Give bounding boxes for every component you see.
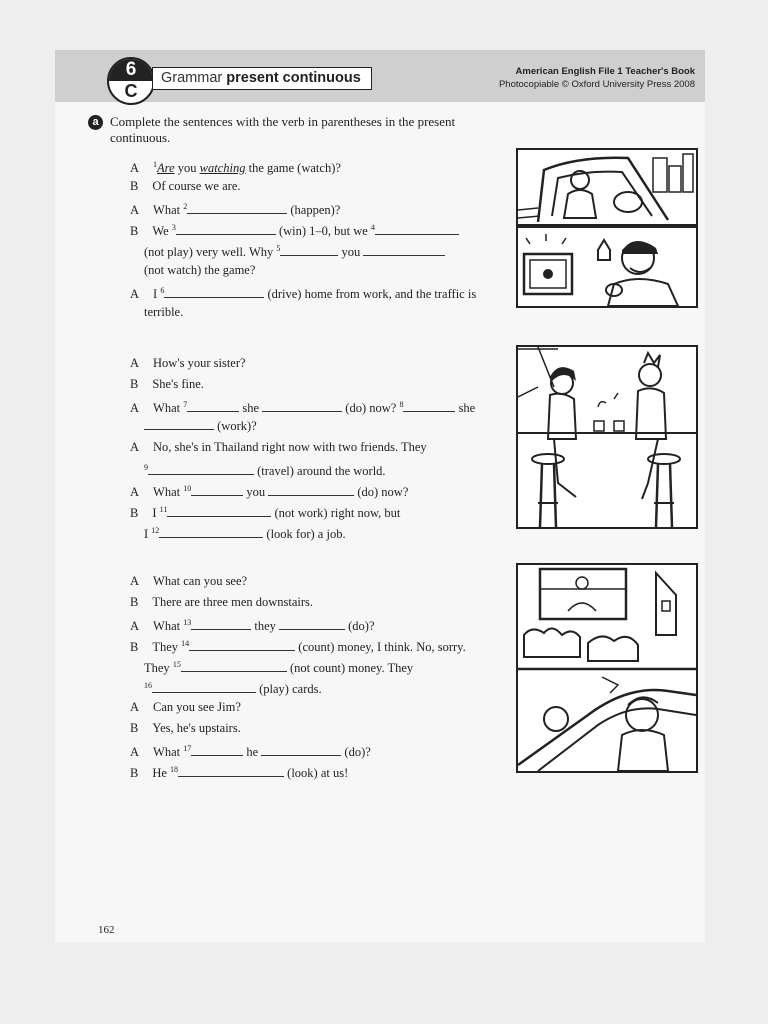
answer-blank[interactable] [268, 484, 354, 496]
line-text: she [455, 401, 476, 415]
item-number: 9 [144, 463, 148, 472]
line-text: (not work) right now, but [271, 506, 401, 520]
example-answer: Are [157, 161, 175, 175]
line-text: Can you see Jim? [153, 700, 241, 714]
line-text: you [174, 161, 200, 175]
speaker-label: B [130, 640, 139, 654]
answer-blank[interactable] [375, 223, 459, 235]
speaker-label: B [130, 721, 139, 735]
people-talking-cafe-illustration [516, 345, 698, 529]
item-number: 12 [151, 526, 160, 535]
dialogue-line [130, 418, 530, 434]
item-number: 5 [276, 244, 281, 253]
item-number: 16 [144, 681, 152, 690]
answer-blank[interactable] [280, 244, 338, 256]
answer-blank[interactable] [152, 681, 256, 693]
answer-blank[interactable] [144, 418, 214, 430]
speaker-label: A [130, 287, 140, 301]
answer-blank[interactable] [176, 223, 276, 235]
example-answer: watching [199, 161, 246, 175]
line-text: What [153, 619, 184, 633]
speaker-label: A [130, 619, 140, 633]
answer-blank[interactable] [261, 744, 341, 756]
line-text: What can you see? [153, 574, 248, 588]
page-number: 162 [98, 924, 115, 936]
dialogue-line [130, 178, 530, 194]
item-number: 11 [159, 505, 168, 514]
answer-blank[interactable] [191, 744, 243, 756]
line-text: (happen)? [287, 203, 341, 217]
line-text: (not play) very well. Why [144, 245, 277, 259]
speaker-label: A [130, 574, 140, 588]
line-text: They [144, 661, 173, 675]
dialogue-line [130, 439, 530, 455]
dialogue-line [130, 699, 530, 715]
dialogue-line [130, 397, 530, 416]
line-text: (not count) money. They [286, 661, 414, 675]
dialogue-line [130, 720, 530, 736]
line-text: (work)? [214, 419, 257, 433]
dialogue-line [130, 523, 530, 542]
title-category: Grammar [161, 70, 223, 86]
dialogue-line [130, 283, 530, 302]
line-text: they [251, 619, 280, 633]
line-text: What [153, 203, 184, 217]
speaker-label: B [130, 224, 139, 238]
line-text: you [338, 245, 364, 259]
speaker-label: A [130, 700, 140, 714]
answer-blank[interactable] [279, 618, 345, 630]
line-text: terrible. [144, 305, 184, 319]
speaker-label: B [130, 595, 139, 609]
line-text: (do)? [345, 619, 375, 633]
dialogue-line [130, 762, 530, 781]
item-number: 10 [183, 484, 192, 493]
dialogue-line [130, 304, 530, 320]
answer-blank[interactable] [159, 526, 263, 538]
dialogue-line [130, 657, 530, 676]
item-number: 4 [370, 223, 375, 232]
dialogue-line [130, 573, 530, 589]
line-text: What [153, 745, 184, 759]
line-text: he [243, 745, 262, 759]
line-text: you [243, 485, 269, 499]
speaker-label: A [130, 485, 140, 499]
line-text: I [153, 287, 161, 301]
line-text: They [152, 640, 182, 654]
speaker-label: A [130, 440, 140, 454]
man-watching-tv-illustration [516, 226, 698, 308]
worksheet-header [55, 50, 705, 102]
answer-blank[interactable] [178, 765, 284, 777]
speaker-label: B [130, 506, 139, 520]
copyright-notice: Photocopiable © Oxford University Press 2008 [498, 79, 695, 90]
line-text: (count) money, I think. No, sorry. [295, 640, 466, 654]
car-driver-illustration [516, 148, 698, 226]
line-text: I [152, 506, 160, 520]
line-text: Yes, he's upstairs. [152, 721, 241, 735]
worksheet-page [55, 50, 705, 942]
dialogue-line [130, 199, 530, 218]
answer-blank[interactable] [164, 286, 264, 298]
worksheet-title [152, 67, 372, 90]
exercise-letter-badge: a [88, 115, 103, 130]
line-text: There are three men downstairs. [152, 595, 314, 609]
item-number: 17 [183, 744, 192, 753]
speaker-label: B [130, 179, 139, 193]
dialogue-line [130, 220, 530, 239]
item-number: 7 [183, 400, 188, 409]
line-text: (do) now? [342, 401, 400, 415]
book-title: American English File 1 Teacher's Book [515, 66, 695, 77]
line-text: What [153, 401, 184, 415]
answer-blank[interactable] [363, 244, 445, 256]
answer-blank[interactable] [181, 660, 287, 672]
dialogue-line [130, 615, 530, 634]
line-text: (play) cards. [256, 682, 322, 696]
dialogue-line [130, 481, 530, 500]
item-number: 8 [399, 400, 404, 409]
speaker-label: A [130, 161, 140, 175]
dialogue-line [130, 594, 530, 610]
line-text: How's your sister? [153, 356, 246, 370]
dialogue-line [130, 636, 530, 655]
speaker-label: A [130, 356, 140, 370]
answer-blank[interactable] [167, 505, 271, 517]
dialogue-line [130, 376, 530, 392]
line-text: (travel) around the world. [254, 464, 386, 478]
speaker-label: B [130, 377, 139, 391]
answer-blank[interactable] [191, 484, 243, 496]
item-number: 14 [181, 639, 190, 648]
publisher-info [499, 65, 695, 91]
dialogue-line [130, 241, 530, 260]
exercise-instruction [92, 114, 510, 146]
line-text: (look) at us! [284, 766, 349, 780]
speaker-label: A [130, 745, 140, 759]
item-number: 1 [153, 160, 158, 169]
item-number: 13 [183, 618, 192, 627]
answer-blank[interactable] [187, 202, 287, 214]
line-text: (look for) a job. [263, 527, 346, 541]
line-text: I [144, 527, 152, 541]
instruction-text: Complete the sentences with the verb in parentheses in the present continuous. [110, 114, 456, 145]
speaker-label: A [130, 401, 140, 415]
unit-number: 6 [109, 59, 153, 81]
line-text: (do) now? [354, 485, 409, 499]
dialogue-line [130, 741, 530, 760]
unit-letter: C [124, 81, 138, 101]
speaker-label: B [130, 766, 139, 780]
item-number: 18 [170, 765, 179, 774]
title-topic: present continuous [226, 70, 361, 86]
unit-badge [107, 57, 155, 105]
answer-blank[interactable] [148, 463, 254, 475]
house-and-car-illustration [516, 563, 698, 773]
answer-blank[interactable] [189, 639, 295, 651]
item-number: 3 [171, 223, 176, 232]
item-number: 15 [172, 660, 181, 669]
line-text: (do)? [341, 745, 371, 759]
dialogue-line [130, 355, 530, 371]
line-text: the game (watch)? [245, 161, 341, 175]
line-text: she [239, 401, 263, 415]
line-text: What [153, 485, 184, 499]
answer-blank[interactable] [403, 400, 455, 412]
line-text: He [152, 766, 171, 780]
line-text: (win) 1–0, but we [275, 224, 371, 238]
line-text: No, she's in Thailand right now with two friends. They [153, 440, 427, 454]
dialogue-line [130, 678, 530, 697]
dialogue-line [130, 262, 530, 278]
line-text: (not watch) the game? [144, 263, 256, 277]
speaker-label: A [130, 203, 140, 217]
item-number: 6 [160, 286, 165, 295]
answer-blank[interactable] [187, 400, 239, 412]
answer-blank[interactable] [262, 400, 342, 412]
item-number: 2 [183, 202, 188, 211]
answer-blank[interactable] [191, 618, 251, 630]
dialogue-line [130, 502, 530, 521]
line-text: She's fine. [152, 377, 204, 391]
line-text: (drive) home from work, and the traffic is [264, 287, 477, 301]
dialogue-line [130, 157, 530, 176]
dialogue-line [130, 460, 530, 479]
line-text: Of course we are. [152, 179, 241, 193]
line-text: We [152, 224, 172, 238]
